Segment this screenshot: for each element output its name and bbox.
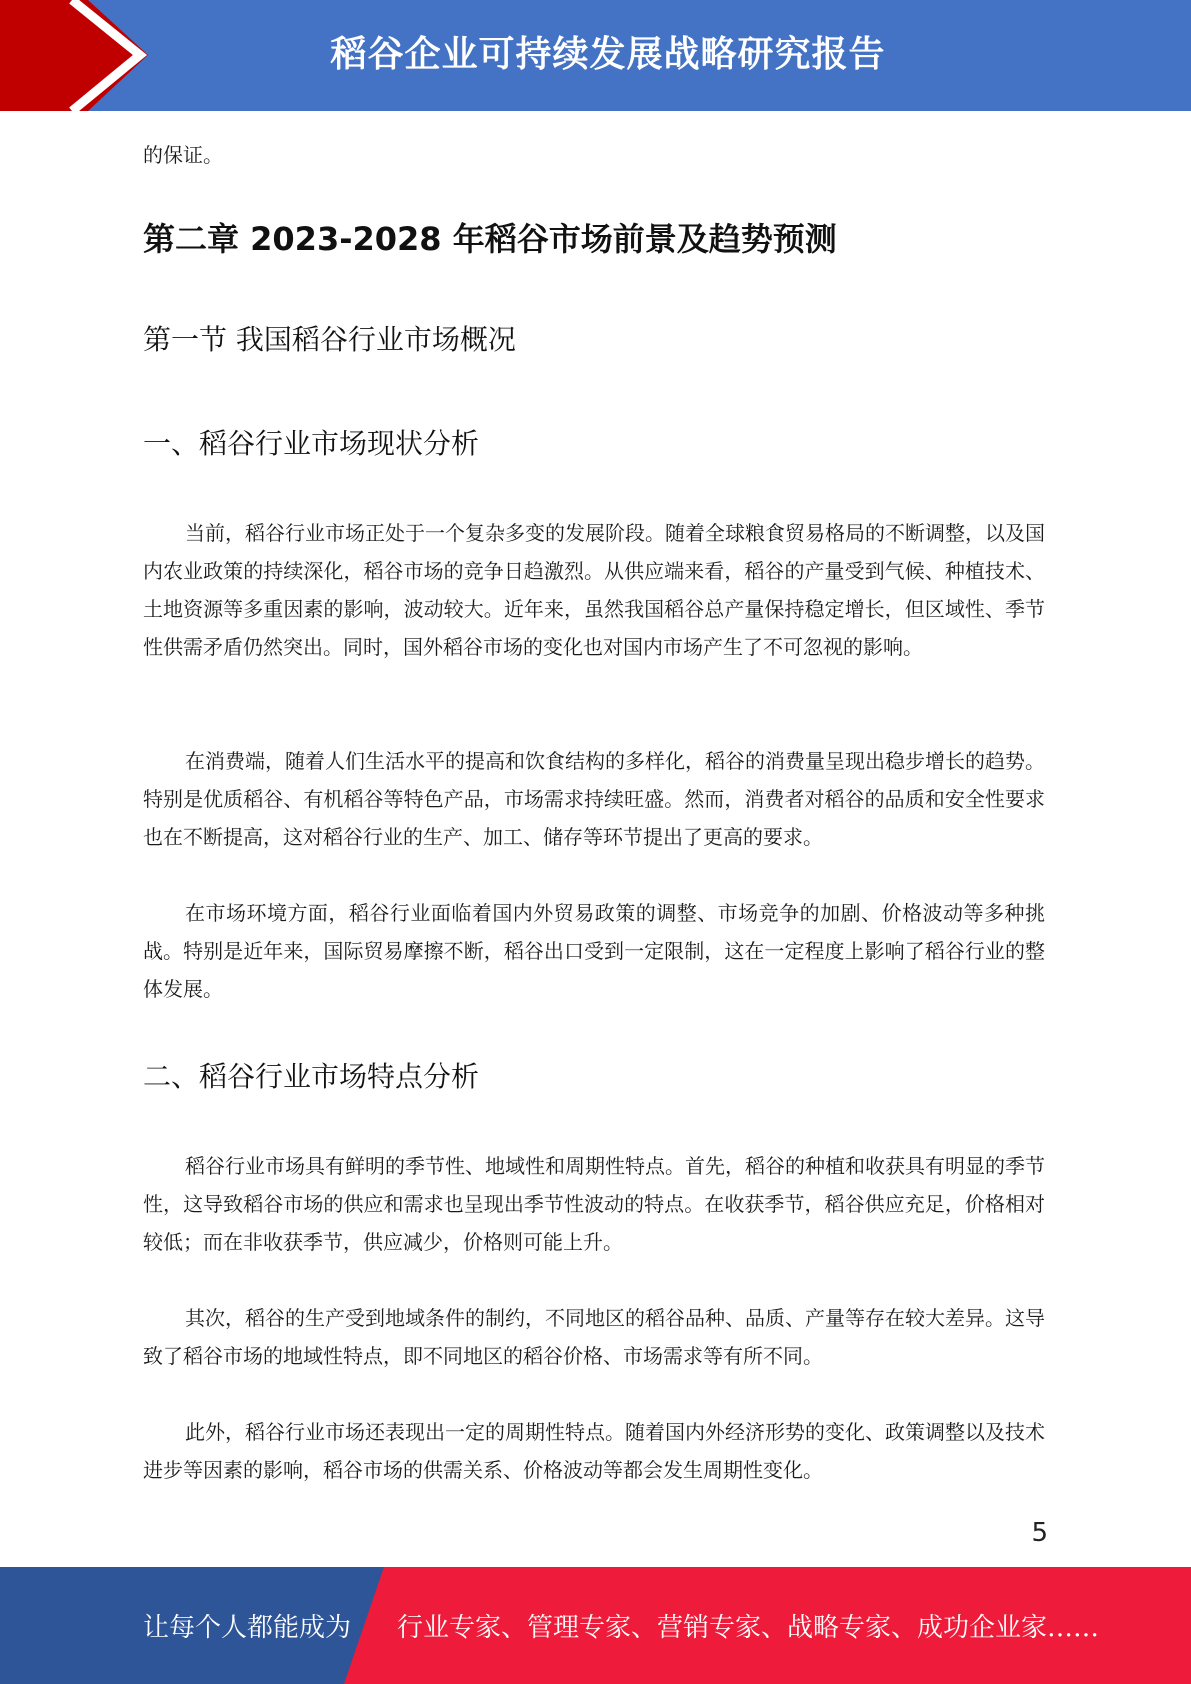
subsection-title: 二、稻谷行业市场特点分析 [143,1060,480,1093]
header-title: 稻谷企业可持续发展战略研究报告 [330,34,886,75]
page-header [0,0,1191,111]
paragraph: 当前，稻谷行业市场正处于一个复杂多变的发展阶段。随着全球粮食贸易格局的不断调整，以及国内农业政策的持续深化，稻谷市场的竞争日趋激烈。从供应端来看，稻谷的产量受到气候、种植技术、土地资源等多重因素的影响，波动较大。近年来，虽然我国稻谷总产量保持稳定增长，但区域性、季节性供需矛盾仍然突出。同时，国外稻谷市场的变化也对国内市场产生了不可忽视的影响。 [143,521,1045,659]
subsection-title: 一、稻谷行业市场现状分析 [143,427,480,460]
section-title: 第一节 我国稻谷行业市场概况 [143,323,516,356]
paragraph: 其次，稻谷的生产受到地域条件的制约，不同地区的稻谷品种、品质、产量等存在较大差异。这导致了稻谷市场的地域性特点，即不同地区的稻谷价格、市场需求等有所不同。 [143,1306,1045,1368]
paragraph: 此外，稻谷行业市场还表现出一定的周期性特点。随着国内外经济形势的变化、政策调整以及技术进步等因素的影响，稻谷市场的供需关系、价格波动等都会发生周期性变化。 [143,1420,1045,1482]
chapter-title: 第二章 2023-2028 年稻谷市场前景及趋势预测 [143,220,837,258]
page-footer [0,1567,1191,1684]
continued-text: 的保证。 [143,143,223,167]
footer-slogan-right: 行业专家、管理专家、营销专家、战略专家、成功企业家…… [397,1613,1100,1643]
paragraph: 在消费端，随着人们生活水平的提高和饮食结构的多样化，稻谷的消费量呈现出稳步增长的趋势。特别是优质稻谷、有机稻谷等特色产品，市场需求持续旺盛。然而，消费者对稻谷的品质和安全性要求也在不断提高，这对稻谷行业的生产、加工、储存等环节提出了更高的要求。 [143,749,1045,849]
paragraph: 在市场环境方面，稻谷行业面临着国内外贸易政策的调整、市场竞争的加剧、价格波动等多种挑战。特别是近年来，国际贸易摩擦不断，稻谷出口受到一定限制，这在一定程度上影响了稻谷行业的整体发展。 [143,901,1045,1001]
footer-slogan-left: 让每个人都能成为 [143,1613,352,1643]
page-number: 5 [1031,1518,1048,1548]
paragraph: 稻谷行业市场具有鲜明的季节性、地域性和周期性特点。首先，稻谷的种植和收获具有明显的季节性，这导致稻谷市场的供应和需求也呈现出季节性波动的特点。在收获季节，稻谷供应充足，价格相对较低；而在非收获季节，供应减少，价格则可能上升。 [143,1154,1045,1254]
